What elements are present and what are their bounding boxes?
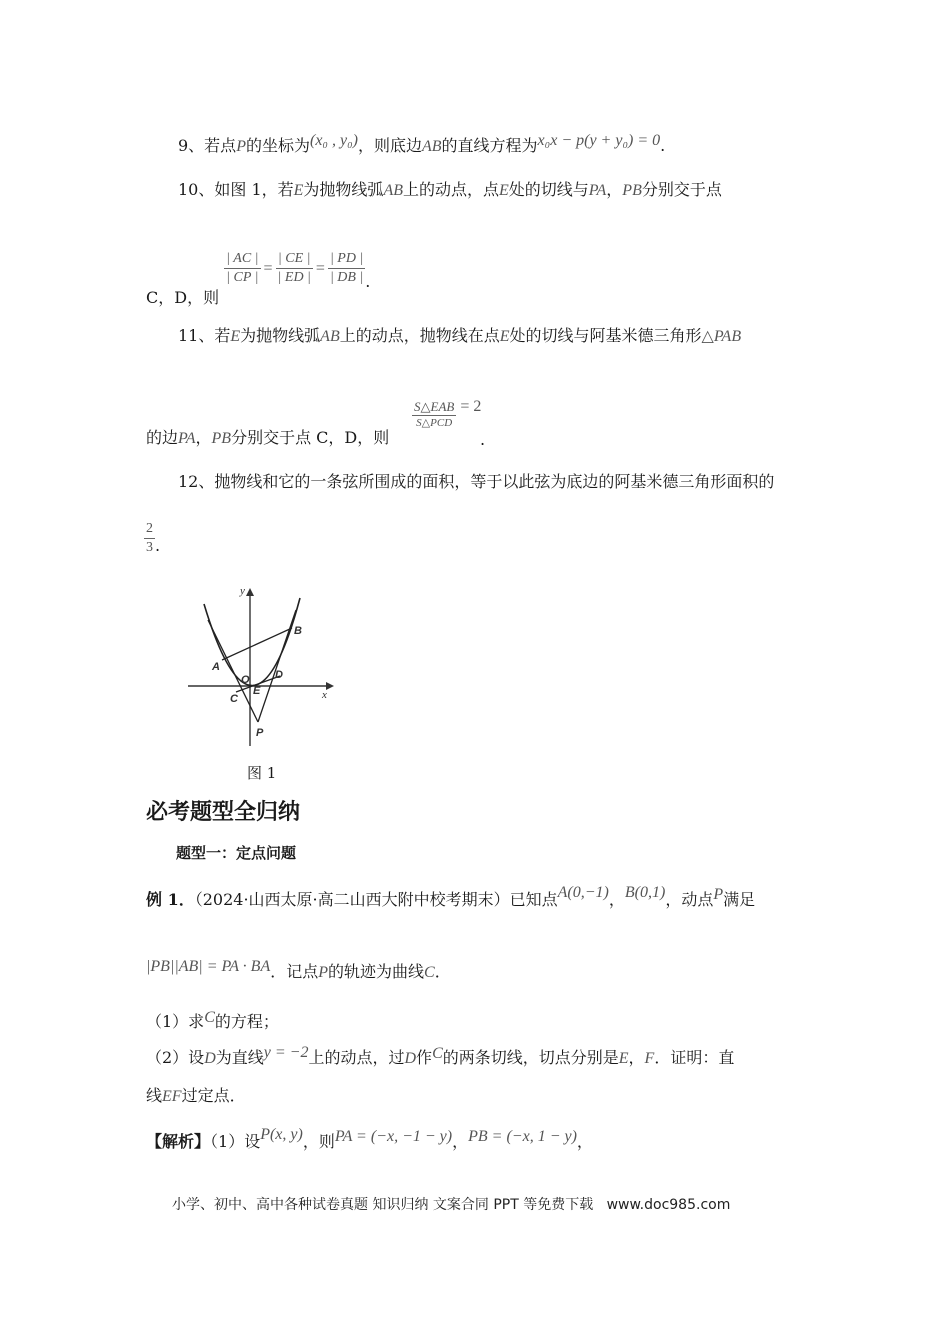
math-e: E — [230, 328, 241, 345]
math-e: E — [618, 1050, 629, 1067]
question-2-line2 — [146, 1088, 246, 1105]
solution — [146, 1126, 593, 1151]
ratio-pd-db — [328, 252, 365, 285]
item-9-prefix: 9、若点 — [178, 136, 237, 155]
frac-num: 2 — [144, 522, 155, 539]
frac-den: | DB | — [329, 270, 364, 285]
item-10-text4: 分别交于点 — [641, 180, 722, 199]
comma: ， — [452, 1132, 469, 1151]
math-c: C — [432, 1045, 443, 1062]
equals: = — [315, 260, 325, 277]
solution-text2: ，则 — [302, 1132, 335, 1151]
question-2 — [146, 1044, 735, 1067]
label-x: x — [322, 689, 327, 701]
item-10-line2 — [146, 251, 371, 307]
item-10-line2-text: C，D，则 — [146, 288, 220, 307]
frac-den: | ED | — [277, 270, 311, 285]
q2-text: （2）设 — [146, 1048, 205, 1067]
math-line-y: y = −2 — [263, 1044, 309, 1061]
footer-url[interactable]: www.doc985.com — [606, 1197, 731, 1213]
equals: = — [263, 260, 273, 277]
math-d: D — [204, 1050, 216, 1067]
math-ab: AB — [320, 328, 340, 345]
math-p: P — [318, 964, 329, 981]
math-line-equation: x₀x − p(y + y₀) = 0 — [537, 132, 661, 149]
math-c: C — [204, 1009, 215, 1026]
label-y: y — [240, 585, 245, 597]
chord-ab — [222, 628, 292, 660]
item-12-text: 12、抛物线和它的一条弦所围成的面积，等于以此弦为底边的阿基米德三角形面积的 — [178, 472, 775, 491]
example-label: 例 1． — [146, 890, 195, 909]
math-ab: AB — [383, 182, 403, 199]
math-e: E — [499, 182, 509, 199]
q2-text2: 为直线 — [215, 1048, 264, 1067]
math-point-p: P(x, y) — [260, 1126, 303, 1143]
item-12-fraction — [144, 522, 160, 555]
solution-label: 【解析】 — [146, 1132, 211, 1151]
math-point-b: B(0,1) — [624, 884, 666, 901]
q2-text5: 的两条切线，切点分别是 — [442, 1048, 619, 1067]
end-dot: . — [155, 536, 161, 555]
frac-den: 3 — [146, 540, 153, 555]
example-text3: ．记点 — [270, 962, 319, 981]
item-11 — [178, 328, 741, 345]
math-point-a: A(0,−1) — [557, 884, 609, 901]
tangent-pb — [258, 610, 296, 722]
label-b: B — [294, 625, 302, 637]
item-10-text: 为抛物线弧 — [303, 180, 384, 199]
solution-end: ， — [576, 1132, 593, 1151]
example-end: ． — [434, 962, 451, 981]
comma: ， — [628, 1048, 645, 1067]
q2-line2-text: 线 — [146, 1086, 163, 1105]
comma: ， — [608, 890, 625, 909]
frac-value: = 2 — [460, 398, 482, 415]
item-10-end: . — [365, 272, 371, 291]
math-e: E — [499, 328, 510, 345]
item-11-line2-text: 的边 — [146, 428, 179, 447]
item-11-line2 — [146, 430, 389, 447]
q2-line2-text2: 过定点． — [181, 1086, 246, 1105]
q1-text2: 的方程； — [214, 1012, 279, 1031]
footer-text: 小学、初中、高中各种试卷真题 知识归纳 文案合同 PPT 等免费下载 — [172, 1197, 594, 1213]
example-1 — [146, 884, 756, 909]
label-o: O — [241, 674, 250, 686]
frac-num: | PD | — [328, 252, 365, 269]
item-9-end: . — [660, 136, 666, 155]
math-coord: (x₀ , y₀) — [309, 132, 358, 149]
q2-text3: 上的动点，过 — [308, 1048, 405, 1067]
two-thirds — [144, 522, 155, 555]
math-pa: PA — [178, 430, 196, 447]
q2-text4: 作 — [416, 1048, 433, 1067]
q2-text6: ．证明：直 — [654, 1048, 735, 1067]
label-c: C — [230, 693, 238, 705]
item-9 — [178, 132, 666, 155]
example-text: ，动点 — [665, 890, 714, 909]
item-11-line2-text2: 分别交于点 C，D，则 — [231, 428, 390, 447]
label-d: D — [275, 669, 283, 681]
frac-num: | AC | — [224, 252, 260, 269]
label-p: P — [256, 727, 264, 739]
frac-den: | CP | — [226, 270, 259, 285]
item-11-text3: 处的切线与阿基米德三角形 — [509, 326, 702, 345]
example-text2: 满足 — [723, 890, 756, 909]
math-pb: PB — [622, 182, 642, 199]
q1-text: （1）求 — [146, 1012, 205, 1031]
area-ratio-frac — [412, 400, 456, 429]
figure-1-parabola — [182, 580, 342, 750]
item-10-text2: 上的动点，点 — [402, 180, 499, 199]
item-10 — [178, 182, 722, 199]
math-p: P — [236, 138, 246, 155]
comma: ， — [606, 180, 623, 199]
example-source: （2024·山西太原·高二山西大附中校考期末）已知点 — [194, 890, 558, 909]
ratio-ac-cp — [224, 252, 260, 285]
frac-den: S△PCD — [416, 417, 453, 429]
item-11-prefix: 11、若 — [178, 326, 231, 345]
math-vector-pa: PA = (−x, −1 − y) — [334, 1128, 453, 1145]
solution-text: （1）设 — [210, 1132, 261, 1151]
item-9-text2: ，则底边 — [357, 136, 422, 155]
y-axis-arrow — [246, 588, 254, 596]
math-d: D — [404, 1050, 417, 1067]
ratio-ce-ed — [276, 252, 313, 285]
math-ab: AB — [421, 138, 442, 155]
area-ratio-formula — [412, 400, 481, 429]
math-pb: PB — [211, 430, 232, 447]
math-c: C — [424, 964, 435, 981]
frac-num: S△EAB — [414, 399, 455, 414]
math-condition: |PB||AB| = PA · BA — [146, 958, 271, 975]
item-10-text3: 处的切线与 — [508, 180, 589, 199]
example-text4: 的轨迹为曲线 — [328, 962, 425, 981]
comma: ， — [195, 428, 212, 447]
frac-num: | CE | — [276, 252, 313, 269]
figure-caption: 图 1 — [247, 764, 277, 782]
item-10-prefix: 10、如图 1，若 — [178, 180, 294, 199]
x-axis-arrow — [326, 682, 334, 690]
label-e: E — [253, 685, 261, 697]
math-triangle-pab: △PAB — [701, 328, 742, 345]
label-a: A — [212, 661, 220, 673]
item-11-text: 为抛物线弧 — [240, 326, 321, 345]
math-f: F — [644, 1050, 655, 1067]
section-subtitle: 题型一：定点问题 — [176, 844, 297, 862]
page-footer — [172, 1198, 730, 1212]
math-e: E — [293, 182, 304, 199]
question-1 — [146, 1009, 279, 1031]
example-1-line2 — [146, 958, 451, 981]
item-11-end — [480, 432, 485, 448]
section-title: 必考题型全归纳 — [146, 800, 301, 825]
math-ef: EF — [162, 1088, 182, 1105]
math-vector-pb: PB = (−x, 1 − y) — [468, 1128, 577, 1145]
item-9-text: 的坐标为 — [245, 136, 310, 155]
item-12 — [178, 474, 774, 490]
item-11-text2: 上的动点，抛物线在点 — [339, 326, 500, 345]
math-p: P — [713, 886, 724, 903]
math-pa: PA — [588, 182, 607, 199]
end-dot: . — [480, 430, 486, 449]
item-9-text3: 的直线方程为 — [441, 136, 538, 155]
